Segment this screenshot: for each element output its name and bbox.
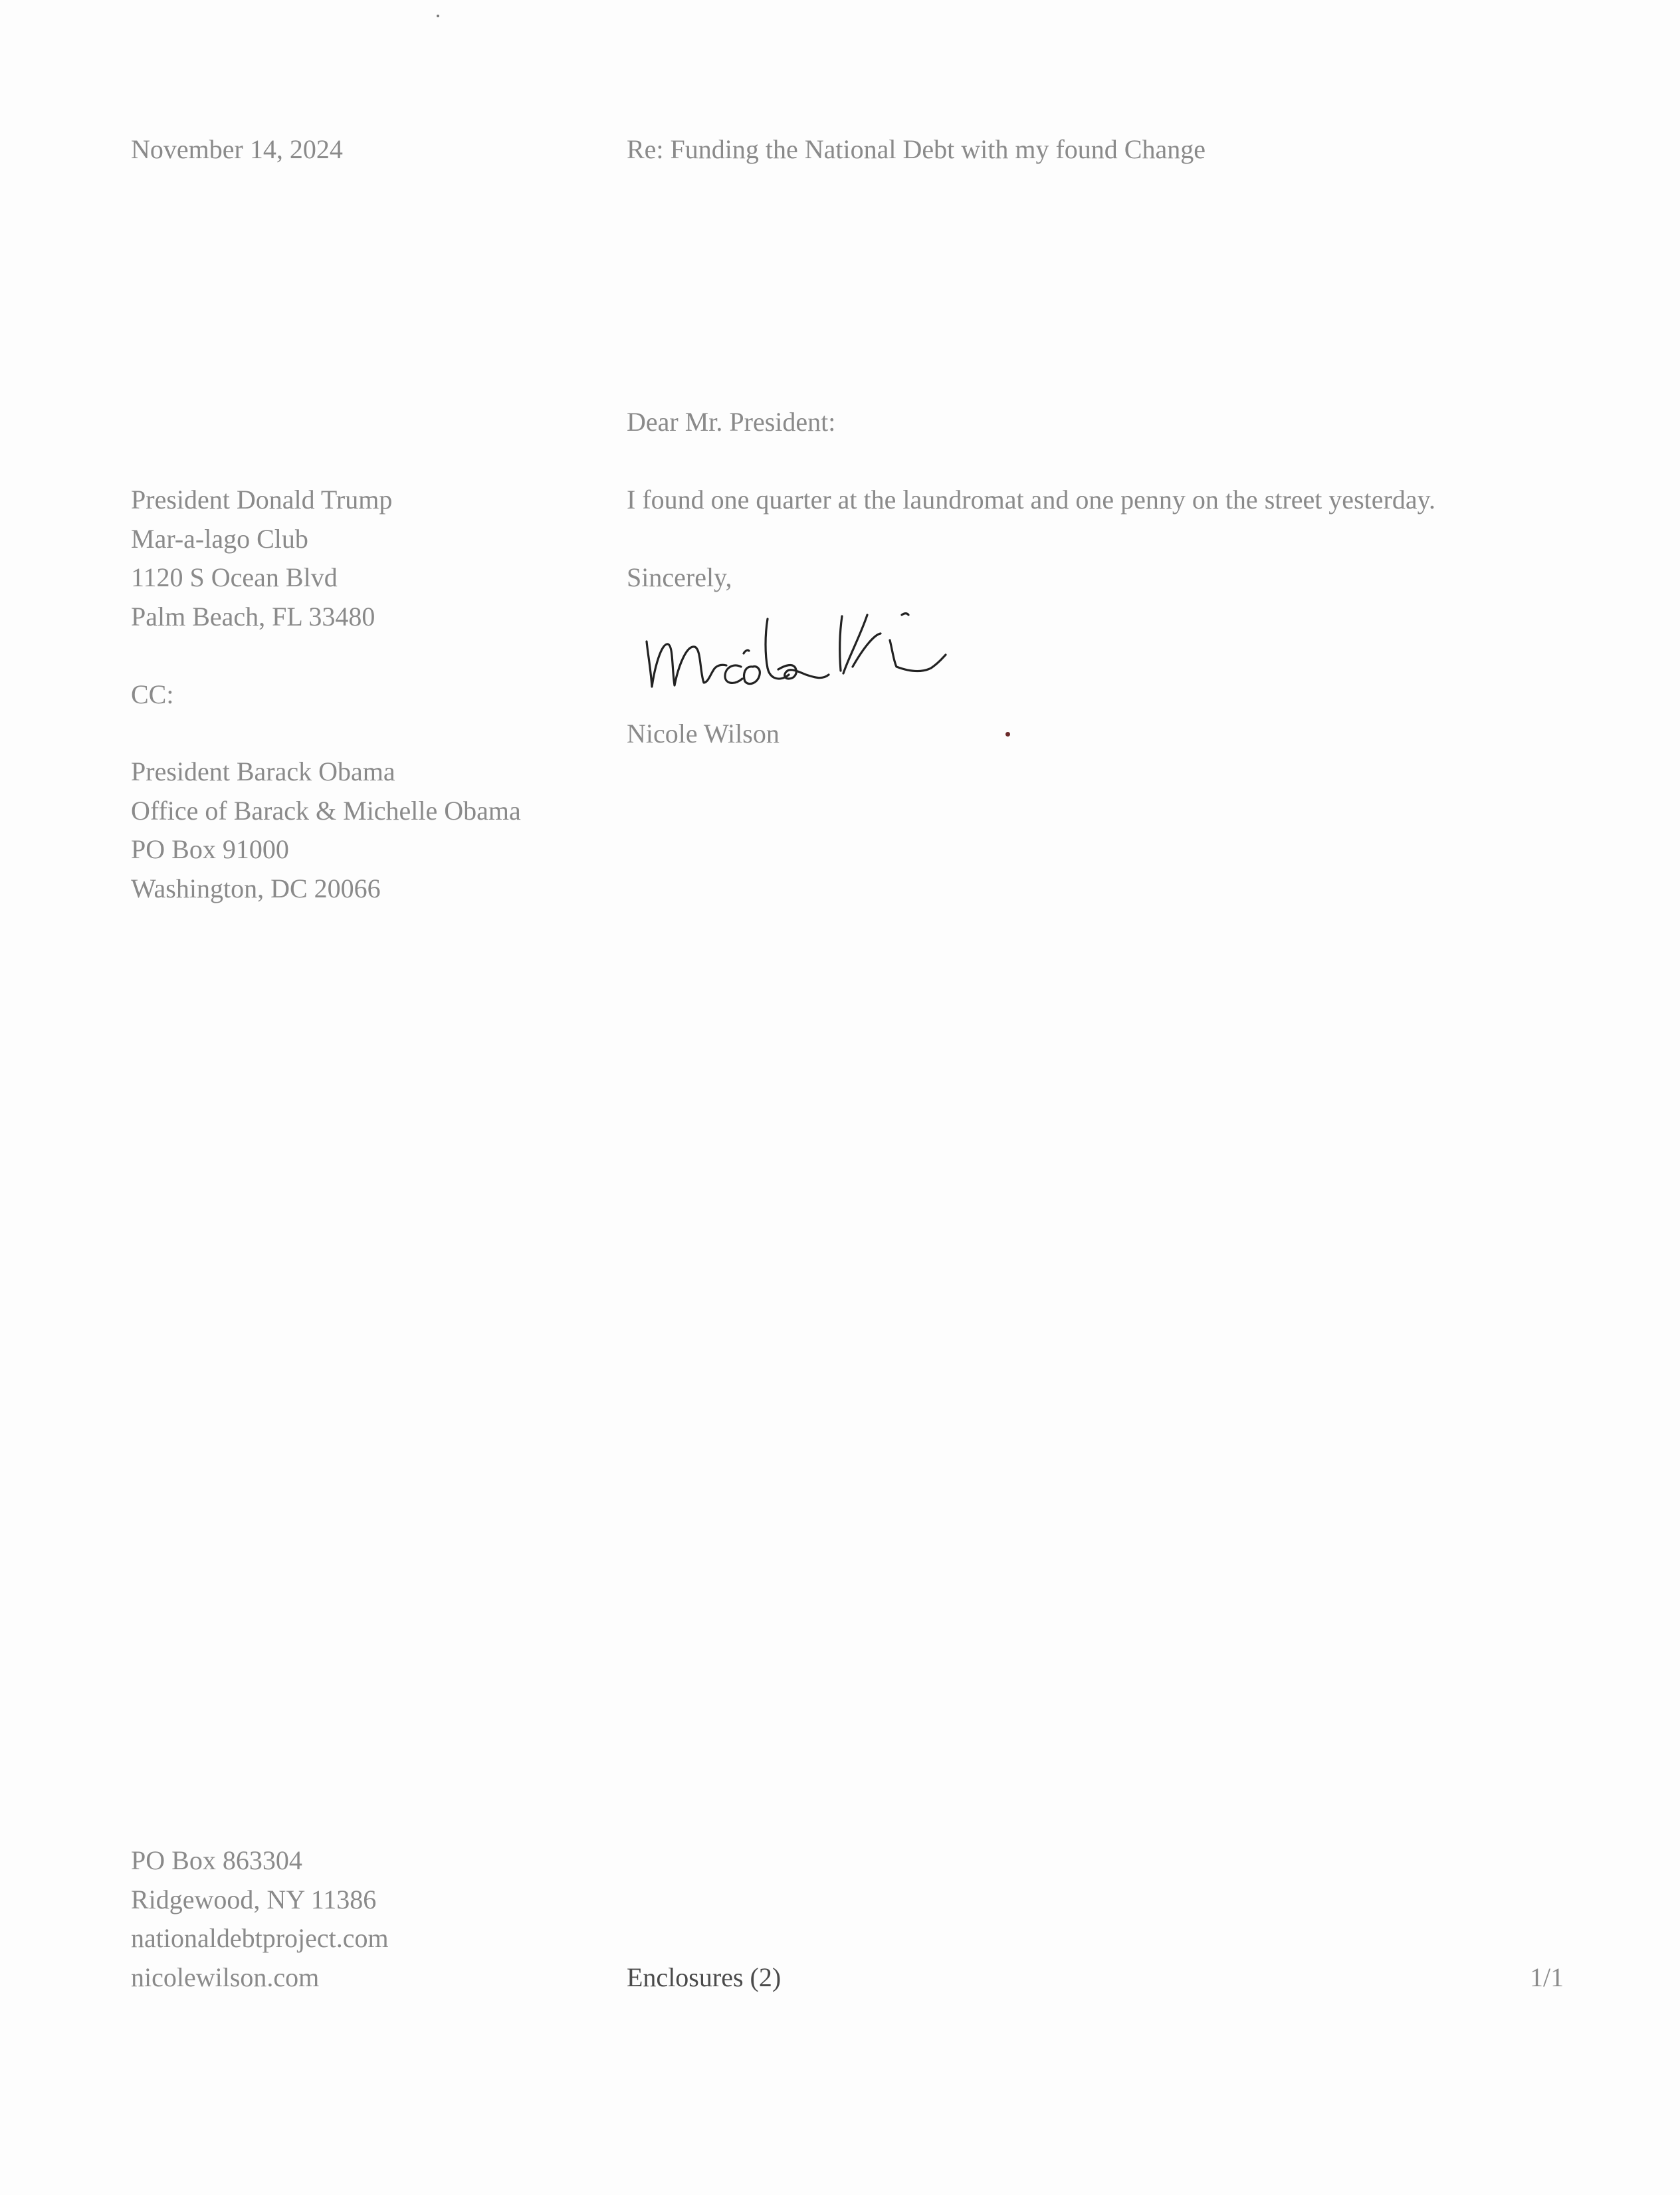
sender-line: nicolewilson.com: [131, 1962, 320, 1992]
sender-address: [131, 1841, 389, 1997]
scan-speck: [437, 15, 439, 17]
cc-line: Washington, DC 20066: [131, 873, 381, 903]
recipient-address: [131, 481, 392, 636]
letter-subject: Re: Funding the National Debt with my found Change: [627, 134, 1206, 164]
page-number: 1/1: [1530, 1962, 1564, 1992]
letter-date: November 14, 2024: [131, 134, 343, 164]
recipient-line: Palm Beach, FL 33480: [131, 601, 375, 632]
letter-body: I found one quarter at the laundromat and one penny on the street yesterday.: [627, 485, 1435, 515]
ink-speck: [1005, 732, 1010, 737]
recipient-line: 1120 S Ocean Blvd: [131, 562, 338, 592]
sender-line: PO Box 863304: [131, 1845, 302, 1875]
recipient-line: President Donald Trump: [131, 485, 393, 515]
cc-address: [131, 752, 521, 908]
cc-line: President Barack Obama: [131, 756, 395, 786]
sender-line: nationaldebtproject.com: [131, 1923, 389, 1953]
sender-line: Ridgewood, NY 11386: [131, 1884, 377, 1914]
signer-name: Nicole Wilson: [627, 719, 780, 749]
recipient-line: Mar-a-lago Club: [131, 523, 308, 554]
salutation: Dear Mr. President:: [627, 407, 836, 437]
cc-label: CC:: [131, 679, 174, 709]
enclosures-note: Enclosures (2): [627, 1962, 782, 1992]
handwritten-signature: [641, 602, 987, 701]
closing: Sincerely,: [627, 562, 732, 592]
cc-line: PO Box 91000: [131, 834, 289, 864]
cc-line: Office of Barack & Michelle Obama: [131, 795, 521, 826]
